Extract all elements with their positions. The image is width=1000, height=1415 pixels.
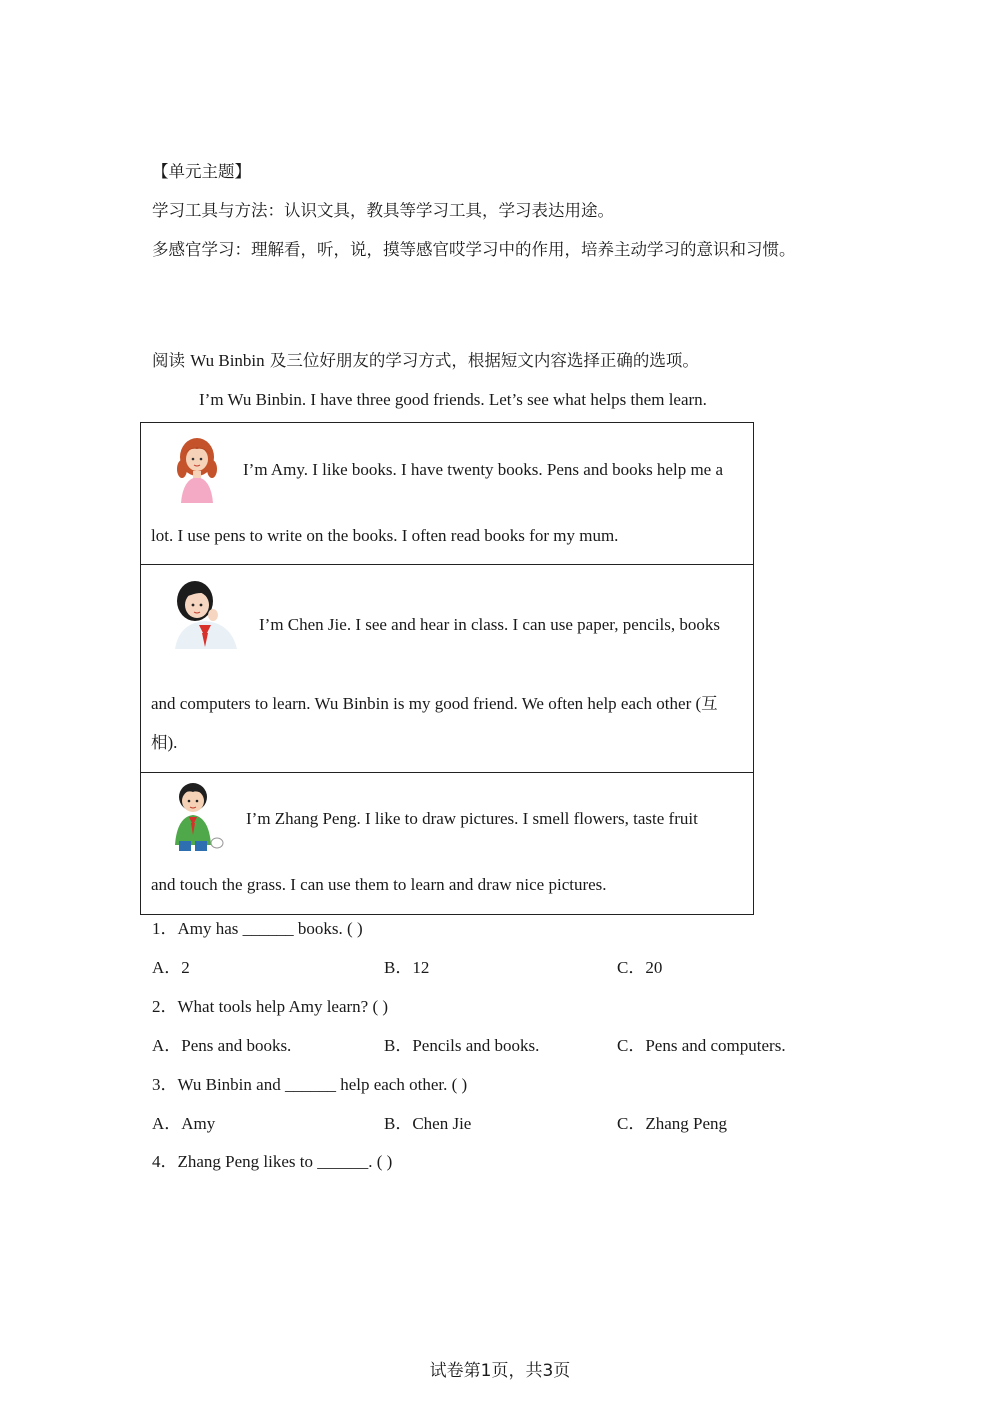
unit-theme-heading: 【单元主题】 <box>152 162 251 181</box>
page-footer: 试卷第1页，共3页 <box>429 1361 571 1381</box>
question-3-option-a[interactable]: A．Amy <box>152 1114 216 1133</box>
question-3-option-c[interactable]: C．Zhang Peng <box>617 1114 728 1133</box>
unit-theme-line-1: 学习工具与方法：认识文具，教具等学习工具，学习表达用途。 <box>152 201 614 220</box>
passage-zhang-peng <box>141 773 753 914</box>
question-3: 3．Wu Binbin and ______ help each other. ( ) <box>152 1075 468 1094</box>
girl-amy-icon <box>173 435 221 503</box>
passage-zhang-peng-line-2: and touch the grass. I can use them to learn and draw nice pictures. <box>151 875 607 894</box>
question-1-options <box>152 957 852 979</box>
passage-amy <box>141 423 753 565</box>
question-2-option-c[interactable]: C．Pens and computers. <box>617 1036 786 1055</box>
passage-chen-jie-line-1: I’m Chen Jie. I see and hear in class. I can use paper, pencils, books <box>259 615 721 634</box>
passage-amy-line-2: lot. I use pens to write on the books. I often read books for my mum. <box>151 526 619 545</box>
question-1-option-a[interactable]: A．2 <box>152 958 190 977</box>
passage-amy-line-1: I’m Amy. I like books. I have twenty books. Pens and books help me a <box>243 460 724 479</box>
instructions-suffix: 及三位好朋友的学习方式，根据短文内容选择正确的选项。 <box>264 351 699 370</box>
passage-table <box>140 422 754 915</box>
question-2-option-a[interactable]: A．Pens and books. <box>152 1036 292 1055</box>
passage-chen-jie-line-3-cjk: 相 <box>151 733 168 752</box>
question-3-options <box>152 1113 852 1135</box>
instructions-name: Wu Binbin <box>190 351 265 370</box>
passage-intro: I’m Wu Binbin. I have three good friends. Let’s see what helps them learn. <box>199 390 707 409</box>
question-4: 4．Zhang Peng likes to ______. ( ) <box>152 1152 393 1171</box>
boy-zhang-peng-icon <box>171 779 227 853</box>
girl-chen-jie-icon <box>169 575 241 649</box>
passage-chen-jie-line-2 <box>151 693 718 715</box>
question-3-option-b[interactable]: B．Chen Jie <box>384 1114 472 1133</box>
passage-zhang-peng-line-1: I’m Zhang Peng. I like to draw pictures. I smell flowers, taste fruit <box>246 809 698 828</box>
passage-chen-jie-line-2-text: and computers to learn. Wu Binbin is my good friend. We often help each other ( <box>151 694 702 713</box>
question-2-option-b[interactable]: B．Pencils and books. <box>384 1036 540 1055</box>
question-1-option-c[interactable]: C．20 <box>617 958 663 977</box>
question-1: 1．Amy has ______ books. ( ) <box>152 919 363 938</box>
reading-instructions <box>152 350 699 372</box>
passage-chen-jie-line-2-cjk: 互 <box>701 694 718 713</box>
passage-chen-jie-line-3-text: ). <box>167 733 178 752</box>
question-2-options <box>152 1035 852 1057</box>
question-2: 2．What tools help Amy learn? ( ) <box>152 997 389 1016</box>
passage-chen-jie <box>141 565 753 773</box>
unit-theme-line-2: 多感官学习：理解看，听，说，摸等感官哎学习中的作用，培养主动学习的意识和习惯。 <box>152 240 796 259</box>
question-1-option-b[interactable]: B．12 <box>384 958 430 977</box>
passage-chen-jie-line-3 <box>151 732 177 754</box>
instructions-prefix: 阅读 <box>152 351 191 370</box>
